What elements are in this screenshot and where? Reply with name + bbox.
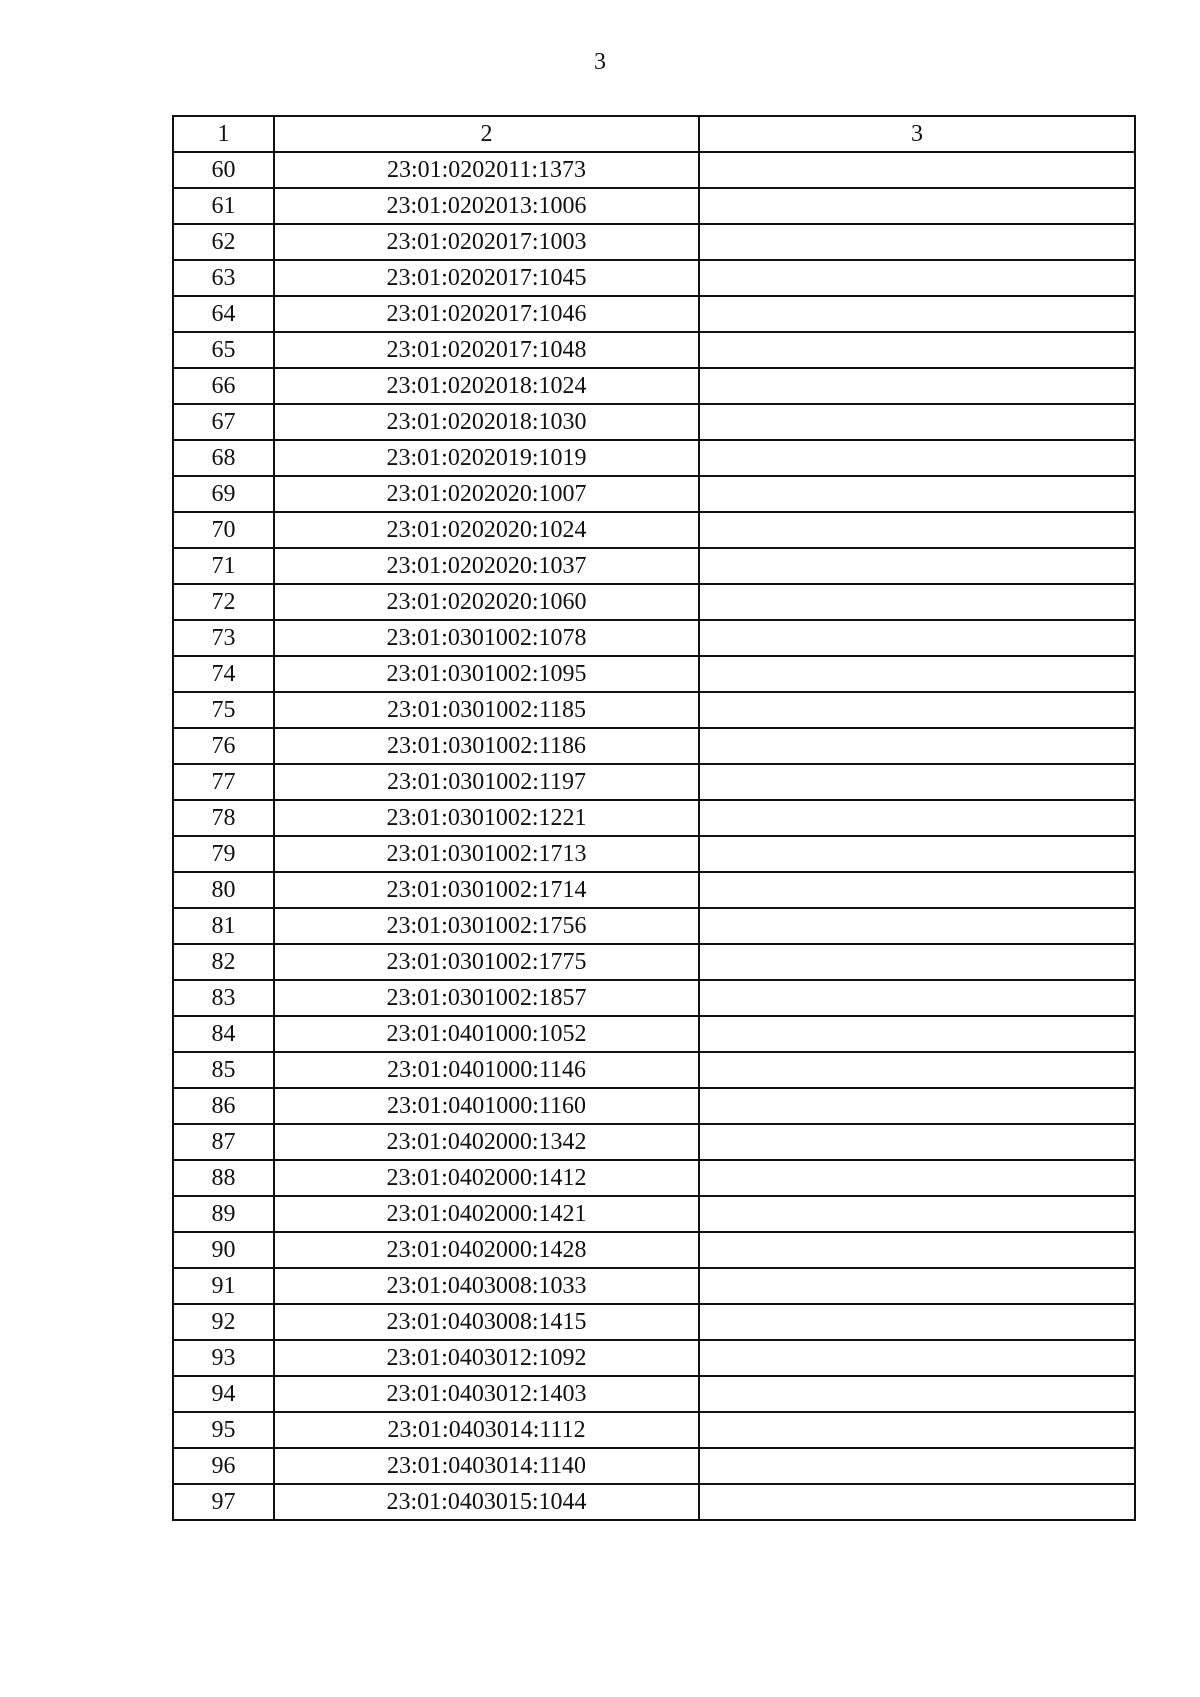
row-number-cell: 63 <box>173 260 274 296</box>
cadastral-number-cell: 23:01:0301002:1756 <box>274 908 699 944</box>
note-cell <box>699 332 1135 368</box>
row-number-cell: 87 <box>173 1124 274 1160</box>
table-row <box>173 476 1135 512</box>
note-cell <box>699 1304 1135 1340</box>
note-cell <box>699 764 1135 800</box>
table-row <box>173 1412 1135 1448</box>
row-number-cell: 76 <box>173 728 274 764</box>
table-row <box>173 1268 1135 1304</box>
note-cell <box>699 1484 1135 1520</box>
header-cell-2: 2 <box>274 116 699 152</box>
note-cell <box>699 548 1135 584</box>
row-number-cell: 77 <box>173 764 274 800</box>
cadastral-number-cell: 23:01:0301002:1197 <box>274 764 699 800</box>
row-number-cell: 90 <box>173 1232 274 1268</box>
row-number-cell: 79 <box>173 836 274 872</box>
note-cell <box>699 692 1135 728</box>
row-number-cell: 71 <box>173 548 274 584</box>
table-row <box>173 548 1135 584</box>
note-cell <box>699 1448 1135 1484</box>
row-number-cell: 60 <box>173 152 274 188</box>
row-number-cell: 66 <box>173 368 274 404</box>
cadastral-number-cell: 23:01:0301002:1095 <box>274 656 699 692</box>
row-number-cell: 86 <box>173 1088 274 1124</box>
cadastral-number-cell: 23:01:0402000:1342 <box>274 1124 699 1160</box>
note-cell <box>699 944 1135 980</box>
table-row <box>173 1304 1135 1340</box>
note-cell <box>699 224 1135 260</box>
cadastral-number-cell: 23:01:0301002:1857 <box>274 980 699 1016</box>
note-cell <box>699 476 1135 512</box>
cadastral-number-cell: 23:01:0401000:1146 <box>274 1052 699 1088</box>
table-row <box>173 836 1135 872</box>
table-row <box>173 1124 1135 1160</box>
note-cell <box>699 152 1135 188</box>
table-row <box>173 656 1135 692</box>
row-number-cell: 91 <box>173 1268 274 1304</box>
header-cell-1: 1 <box>173 116 274 152</box>
row-number-cell: 62 <box>173 224 274 260</box>
table-row <box>173 872 1135 908</box>
row-number-cell: 94 <box>173 1376 274 1412</box>
note-cell <box>699 836 1135 872</box>
note-cell <box>699 728 1135 764</box>
table-row <box>173 260 1135 296</box>
row-number-cell: 96 <box>173 1448 274 1484</box>
note-cell <box>699 1268 1135 1304</box>
note-cell <box>699 260 1135 296</box>
header-row <box>173 116 1135 152</box>
note-cell <box>699 656 1135 692</box>
table-row <box>173 944 1135 980</box>
row-number-cell: 83 <box>173 980 274 1016</box>
note-cell <box>699 1196 1135 1232</box>
row-number-cell: 97 <box>173 1484 274 1520</box>
table-row <box>173 908 1135 944</box>
cadastral-number-cell: 23:01:0403012:1403 <box>274 1376 699 1412</box>
cadastral-number-cell: 23:01:0301002:1713 <box>274 836 699 872</box>
note-cell <box>699 800 1135 836</box>
table-row <box>173 332 1135 368</box>
row-number-cell: 69 <box>173 476 274 512</box>
row-number-cell: 70 <box>173 512 274 548</box>
table-row <box>173 584 1135 620</box>
note-cell <box>699 872 1135 908</box>
cadastral-number-cell: 23:01:0403015:1044 <box>274 1484 699 1520</box>
note-cell <box>699 440 1135 476</box>
cadastral-number-cell: 23:01:0301002:1714 <box>274 872 699 908</box>
header-cell-3: 3 <box>699 116 1135 152</box>
table-row <box>173 296 1135 332</box>
cadastral-number-cell: 23:01:0401000:1160 <box>274 1088 699 1124</box>
row-number-cell: 75 <box>173 692 274 728</box>
cadastral-number-cell: 23:01:0202017:1045 <box>274 260 699 296</box>
row-number-cell: 74 <box>173 656 274 692</box>
note-cell <box>699 296 1135 332</box>
note-cell <box>699 980 1135 1016</box>
note-cell <box>699 1376 1135 1412</box>
cadastral-number-cell: 23:01:0202018:1030 <box>274 404 699 440</box>
table-row <box>173 368 1135 404</box>
cadastral-number-cell: 23:01:0301002:1078 <box>274 620 699 656</box>
table-row <box>173 980 1135 1016</box>
cadastral-number-cell: 23:01:0403008:1415 <box>274 1304 699 1340</box>
table-row <box>173 404 1135 440</box>
row-number-cell: 95 <box>173 1412 274 1448</box>
row-number-cell: 88 <box>173 1160 274 1196</box>
table-row <box>173 1052 1135 1088</box>
note-cell <box>699 188 1135 224</box>
cadastral-number-cell: 23:01:0301002:1775 <box>274 944 699 980</box>
note-cell <box>699 368 1135 404</box>
cadastral-number-cell: 23:01:0402000:1421 <box>274 1196 699 1232</box>
table-row <box>173 1016 1135 1052</box>
table-row <box>173 1340 1135 1376</box>
cadastral-number-cell: 23:01:0202020:1037 <box>274 548 699 584</box>
cadastral-number-cell: 23:01:0202020:1024 <box>274 512 699 548</box>
row-number-cell: 67 <box>173 404 274 440</box>
row-number-cell: 82 <box>173 944 274 980</box>
note-cell <box>699 1124 1135 1160</box>
table-row <box>173 692 1135 728</box>
note-cell <box>699 1232 1135 1268</box>
table-row <box>173 1376 1135 1412</box>
note-cell <box>699 1052 1135 1088</box>
cadastral-number-cell: 23:01:0403014:1140 <box>274 1448 699 1484</box>
table-row <box>173 152 1135 188</box>
row-number-cell: 80 <box>173 872 274 908</box>
row-number-cell: 89 <box>173 1196 274 1232</box>
table-row <box>173 1232 1135 1268</box>
cadastral-number-cell: 23:01:0402000:1428 <box>274 1232 699 1268</box>
cadastral-number-cell: 23:01:0202019:1019 <box>274 440 699 476</box>
table-row <box>173 440 1135 476</box>
cadastral-number-cell: 23:01:0202017:1046 <box>274 296 699 332</box>
page-number: 3 <box>594 49 606 75</box>
table-row <box>173 512 1135 548</box>
row-number-cell: 65 <box>173 332 274 368</box>
cadastral-number-cell: 23:01:0301002:1221 <box>274 800 699 836</box>
cadastral-number-cell: 23:01:0301002:1186 <box>274 728 699 764</box>
cadastral-number-cell: 23:01:0202011:1373 <box>274 152 699 188</box>
cadastral-table <box>172 115 1136 1521</box>
row-number-cell: 84 <box>173 1016 274 1052</box>
note-cell <box>699 404 1135 440</box>
cadastral-number-cell: 23:01:0202018:1024 <box>274 368 699 404</box>
row-number-cell: 73 <box>173 620 274 656</box>
table-row <box>173 224 1135 260</box>
row-number-cell: 61 <box>173 188 274 224</box>
note-cell <box>699 1016 1135 1052</box>
row-number-cell: 78 <box>173 800 274 836</box>
note-cell <box>699 620 1135 656</box>
table-row <box>173 800 1135 836</box>
table-row <box>173 1484 1135 1520</box>
cadastral-number-cell: 23:01:0402000:1412 <box>274 1160 699 1196</box>
table-row <box>173 620 1135 656</box>
cadastral-number-cell: 23:01:0401000:1052 <box>274 1016 699 1052</box>
row-number-cell: 81 <box>173 908 274 944</box>
note-cell <box>699 1088 1135 1124</box>
cadastral-number-cell: 23:01:0202013:1006 <box>274 188 699 224</box>
cadastral-number-cell: 23:01:0403012:1092 <box>274 1340 699 1376</box>
table-row <box>173 1196 1135 1232</box>
table-row <box>173 1448 1135 1484</box>
table-row <box>173 188 1135 224</box>
row-number-cell: 68 <box>173 440 274 476</box>
note-cell <box>699 1160 1135 1196</box>
note-cell <box>699 584 1135 620</box>
cadastral-number-cell: 23:01:0403008:1033 <box>274 1268 699 1304</box>
table-body <box>173 152 1135 1520</box>
cadastral-number-cell: 23:01:0202020:1060 <box>274 584 699 620</box>
note-cell <box>699 1340 1135 1376</box>
row-number-cell: 93 <box>173 1340 274 1376</box>
cadastral-number-cell: 23:01:0403014:1112 <box>274 1412 699 1448</box>
row-number-cell: 72 <box>173 584 274 620</box>
row-number-cell: 92 <box>173 1304 274 1340</box>
note-cell <box>699 512 1135 548</box>
table-row <box>173 1088 1135 1124</box>
table-row <box>173 764 1135 800</box>
row-number-cell: 85 <box>173 1052 274 1088</box>
cadastral-number-cell: 23:01:0202017:1048 <box>274 332 699 368</box>
table-row <box>173 1160 1135 1196</box>
table-header <box>173 116 1135 152</box>
row-number-cell: 64 <box>173 296 274 332</box>
note-cell <box>699 1412 1135 1448</box>
note-cell <box>699 908 1135 944</box>
cadastral-number-cell: 23:01:0301002:1185 <box>274 692 699 728</box>
cadastral-number-cell: 23:01:0202017:1003 <box>274 224 699 260</box>
cadastral-number-cell: 23:01:0202020:1007 <box>274 476 699 512</box>
table-row <box>173 728 1135 764</box>
